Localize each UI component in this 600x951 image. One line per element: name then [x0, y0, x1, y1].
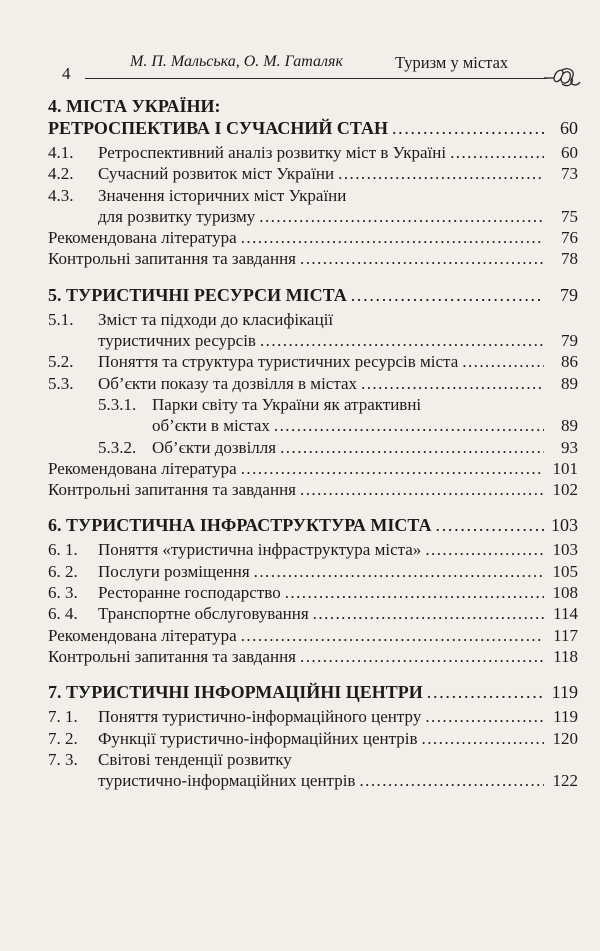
toc-page: 60 [561, 143, 578, 162]
toc-page: 86 [561, 352, 578, 372]
toc-entry[interactable]: 5.3. Об’єкти показу та дозвілля в містах . . . 89 [48, 373, 578, 394]
toc-page: 93 [561, 437, 578, 457]
page-number: 4 [62, 64, 71, 83]
leader-dots [425, 539, 544, 560]
leader-dots [436, 514, 544, 536]
toc-page: 103 [552, 540, 578, 560]
toc-entry[interactable]: 6. 2. Послуги розміщення . . . 105 [48, 561, 578, 582]
toc-page: 122 [552, 771, 578, 791]
leader-dots [450, 142, 544, 163]
leader-dots [427, 681, 544, 703]
toc-entry-literature[interactable]: Рекомендована література . . . 101 [48, 458, 578, 479]
toc-entry[interactable]: 7. 3. Світові тенденції розвитку [48, 749, 292, 769]
toc-entry-continued[interactable]: туристичних ресурсів . . . 79 [48, 330, 578, 351]
toc-entry[interactable]: 4.3. Значення історичних міст України [48, 185, 347, 205]
leader-dots [274, 415, 544, 436]
toc-subentry-continued[interactable]: об’єкти в містах . . . 89 [48, 415, 578, 436]
toc-page: 102 [552, 480, 578, 500]
toc-page: 108 [552, 583, 578, 603]
leader-dots [300, 248, 544, 269]
toc-entry-questions[interactable]: Контрольні запитання та завдання . . . 78 [48, 248, 578, 269]
toc-section-5 [48, 284, 578, 501]
header-rule [85, 78, 547, 79]
toc-heading[interactable]: 6. ТУРИСТИЧНА ІНФРАСТРУКТУРА МІСТА . . . 103 [48, 514, 578, 536]
toc-page: 79 [560, 284, 578, 305]
leader-dots [241, 625, 544, 646]
toc-entry-literature[interactable]: Рекомендована література . . . 117 [48, 625, 578, 646]
toc-page: 76 [561, 228, 578, 248]
toc-page: 119 [553, 707, 578, 727]
toc-page: 119 [551, 682, 578, 703]
toc-subentry[interactable]: 5.3.2. Об’єкти дозвілля . . . 93 [48, 437, 578, 458]
toc-entry[interactable]: 6. 3. Ресторанне господарство . . . 108 [48, 582, 578, 603]
toc-page: 60 [560, 118, 578, 138]
leader-dots [254, 561, 544, 582]
leader-dots [425, 706, 544, 727]
toc-section-6 [48, 514, 578, 667]
toc-page: 79 [561, 331, 578, 351]
toc-heading[interactable]: 7. ТУРИСТИЧНІ ІНФОРМАЦІЙНІ ЦЕНТРИ . . . 119 [48, 681, 578, 703]
toc-page: 78 [561, 249, 578, 269]
toc-entry-continued[interactable]: туристично-інформаційних центрів . . . 122 [48, 770, 578, 791]
toc-entry-questions[interactable]: Контрольні запитання та завдання . . . 118 [48, 646, 578, 667]
toc-entry[interactable]: 6. 1. Поняття «туристична інфраструктура міста» . . . 103 [48, 539, 578, 560]
toc-entry-questions[interactable]: Контрольні запитання та завдання . . . 102 [48, 479, 578, 500]
toc-page: 75 [561, 206, 578, 226]
leader-dots [280, 437, 544, 458]
header-authors: М. П. Мальська, О. М. Гаталяк [130, 53, 343, 70]
leader-dots [361, 373, 544, 394]
table-of-contents [48, 95, 578, 791]
leader-dots [359, 770, 544, 791]
toc-page: 105 [552, 561, 578, 581]
toc-page: 73 [561, 164, 578, 184]
leader-dots [300, 479, 544, 500]
leader-dots [462, 351, 544, 372]
toc-section-7 [48, 681, 578, 791]
toc-entry[interactable]: 7. 2. Функції туристично-інформаційних центрів . . . 120 [48, 728, 578, 749]
toc-entry-literature[interactable]: Рекомендована література . . . 76 [48, 227, 578, 248]
leader-dots [392, 117, 544, 139]
toc-page: 118 [553, 646, 578, 666]
toc-entry[interactable]: 5.1. Зміст та підходи до класифікації [48, 309, 334, 329]
leader-dots [241, 227, 544, 248]
toc-page: 120 [552, 728, 578, 748]
header-book-title: Туризм у містах [395, 53, 509, 72]
leader-dots [338, 163, 544, 184]
leader-dots [241, 458, 544, 479]
toc-page: 89 [561, 416, 578, 436]
leader-dots [313, 603, 544, 624]
leader-dots [422, 728, 544, 749]
toc-entry[interactable]: 7. 1. Поняття туристично-інформаційного центру . . . 119 [48, 706, 578, 727]
leader-dots [300, 646, 544, 667]
leader-dots [259, 206, 544, 227]
leader-dots [351, 284, 544, 306]
toc-page: 89 [561, 373, 578, 393]
toc-entry[interactable]: 4.2. Сучасний розвиток міст України . . . 73 [48, 163, 578, 184]
page-header [0, 0, 600, 90]
toc-entry[interactable]: 4.1. Ретроспективний аналіз розвитку міст в Україні . . . 60 [48, 142, 578, 163]
toc-page: 101 [552, 458, 578, 478]
toc-entry[interactable]: 6. 4. Транспортне обслуговування . . . 114 [48, 603, 578, 624]
toc-page: 103 [551, 515, 578, 536]
toc-heading[interactable]: РЕТРОСПЕКТИВА І СУЧАСНИЙ СТАН . . . 60 [48, 117, 578, 139]
toc-section-4 [48, 95, 578, 270]
toc-heading[interactable]: 4. МІСТА УКРАЇНИ: [48, 96, 221, 116]
toc-page: 117 [553, 625, 578, 645]
toc-entry-continued[interactable]: для розвитку туризму . . . 75 [48, 206, 578, 227]
leader-dots [285, 582, 544, 603]
toc-heading[interactable]: 5. ТУРИСТИЧНІ РЕСУРСИ МІСТА . . . 79 [48, 284, 578, 306]
toc-entry[interactable]: 5.2. Поняття та структура туристичних ресурсів міста . . . 86 [48, 351, 578, 372]
toc-page: 114 [553, 604, 578, 624]
ornament-knot-icon [542, 64, 582, 90]
toc-subentry[interactable]: 5.3.1. Парки світу та України як атрактивні [98, 394, 422, 414]
leader-dots [260, 330, 544, 351]
